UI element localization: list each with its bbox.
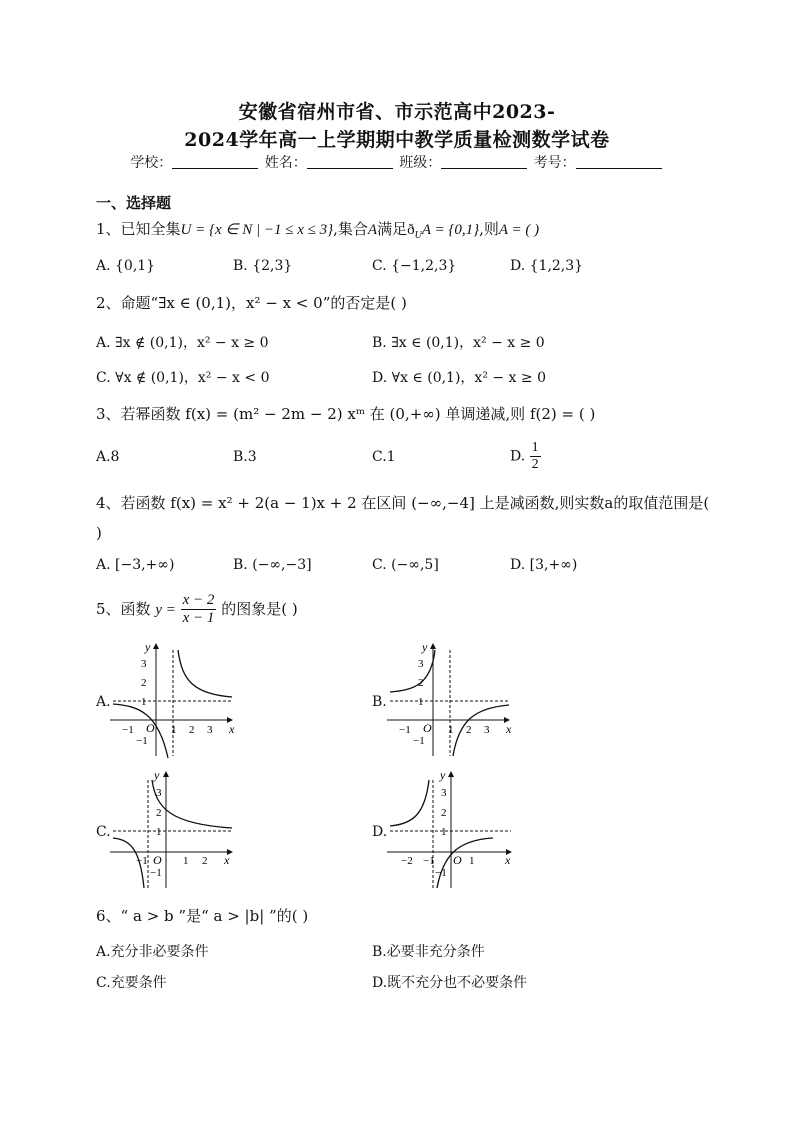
graph-b-origin: O bbox=[423, 721, 432, 735]
q4-option-a[interactable]: A. [−3,+∞) bbox=[96, 557, 175, 573]
q5-fraction bbox=[181, 592, 217, 628]
q1-var: A bbox=[367, 222, 378, 238]
class-label: 班级： bbox=[399, 155, 442, 171]
q2-option-a[interactable]: A. ∃x ∉ (0,1)，x² − x ≥ 0 bbox=[96, 335, 269, 351]
graph-a-origin: O bbox=[146, 721, 155, 735]
graph-d-x-tick-neg1: −1 bbox=[423, 855, 435, 867]
q1-complement: ð bbox=[407, 222, 415, 238]
q3-option-a[interactable]: A.8 bbox=[96, 449, 120, 465]
graph-a-y-tick-neg1: −1 bbox=[136, 735, 148, 747]
graph-c-x-label: x bbox=[224, 853, 230, 867]
q1-suffix: ,则 bbox=[479, 220, 499, 238]
question-1 bbox=[96, 218, 539, 241]
q1-ask: A = ( ) bbox=[498, 222, 540, 238]
graph-c-y-tick-3: 3 bbox=[156, 787, 162, 799]
q1-option-a[interactable]: A. {0,1} bbox=[96, 258, 156, 274]
q1-option-d[interactable]: D. {1,2,3} bbox=[510, 258, 584, 274]
graph-a-x-tick-neg1: −1 bbox=[122, 724, 134, 736]
graph-c-y-tick-neg1: −1 bbox=[150, 867, 162, 879]
graph-c-y-label: y bbox=[154, 768, 160, 782]
graph-b-x-tick-1: 1 bbox=[448, 724, 454, 736]
question-5 bbox=[96, 592, 298, 628]
q1-sub: U bbox=[414, 230, 422, 241]
name-label: 姓名： bbox=[264, 155, 307, 171]
graph-c-x-tick-1: 1 bbox=[183, 855, 189, 867]
q5-prefix: 5、函数 bbox=[96, 599, 151, 618]
q5-option-b[interactable]: B. bbox=[372, 694, 387, 710]
graph-c-y-tick-1: 1 bbox=[156, 826, 162, 838]
school-blank bbox=[172, 154, 258, 169]
q4-option-b[interactable]: B. (−∞,−3] bbox=[233, 557, 312, 573]
question-4: 4、若函数 f(x) = x² + 2(a − 1)x + 2 在区间 (−∞,−4] 上是减函数,则实数a的取值范围是( bbox=[96, 494, 710, 512]
graph-b-x-tick-neg1: −1 bbox=[399, 724, 411, 736]
graph-d-x-tick-neg2: −2 bbox=[401, 855, 413, 867]
q2-option-c[interactable]: C. ∀x ∉ (0,1)，x² − x < 0 bbox=[96, 370, 270, 386]
q4-option-d[interactable]: D. [3,+∞) bbox=[510, 557, 578, 573]
graph-b-x-tick-2: 2 bbox=[466, 724, 472, 736]
q1-option-c[interactable]: C. {−1,2,3} bbox=[372, 258, 457, 274]
q5-frac-den: x − 1 bbox=[182, 610, 215, 627]
graph-c-y-tick-2: 2 bbox=[156, 807, 162, 819]
q3-frac-num: 1 bbox=[530, 440, 541, 457]
q2-option-b[interactable]: B. ∃x ∈ (0,1)，x² − x ≥ 0 bbox=[372, 335, 545, 351]
q3-option-d-fraction bbox=[530, 440, 541, 473]
question-4-cont: ) bbox=[96, 524, 102, 542]
q3-frac-den: 2 bbox=[531, 457, 539, 473]
question-2: 2、命题“∃x ∈ (0,1)，x² − x < 0”的否定是( ) bbox=[96, 294, 407, 312]
graph-d-y-tick-3: 3 bbox=[441, 787, 447, 799]
graph-d-x-label: x bbox=[505, 853, 511, 867]
graph-c bbox=[108, 768, 236, 890]
graph-b bbox=[385, 640, 513, 758]
q6-option-b[interactable]: B.必要非充分条件 bbox=[372, 944, 485, 960]
q1-option-b[interactable]: B. {2,3} bbox=[233, 258, 293, 274]
graph-a-x-label: x bbox=[229, 722, 235, 736]
q1-set-a: A = {0,1} bbox=[421, 222, 480, 238]
q1-mid: ,集合 bbox=[333, 220, 368, 238]
q6-option-d[interactable]: D.既不充分也不必要条件 bbox=[372, 975, 528, 991]
title-line-1: 安徽省宿州市省、市示范高中2023- bbox=[238, 101, 556, 123]
q5-option-c[interactable]: C. bbox=[96, 824, 111, 840]
q4-option-c[interactable]: C. (−∞,5] bbox=[372, 557, 439, 573]
question-3: 3、若幂函数 f(x) = (m² − 2m − 2) xᵐ 在 (0,+∞) 单调递减,则 f(2) = ( ) bbox=[96, 405, 596, 423]
graph-d-y-tick-1: 1 bbox=[441, 826, 447, 838]
class-blank bbox=[441, 154, 527, 169]
graph-a-y-tick-1: 1 bbox=[141, 696, 147, 708]
q5-frac-num: x − 2 bbox=[181, 592, 217, 610]
graph-b-y-tick-1: 1 bbox=[418, 696, 424, 708]
q1-set-u: U = {x ∈ N | −1 ≤ x ≤ 3} bbox=[180, 222, 334, 238]
graph-a-y-label: y bbox=[145, 640, 151, 654]
q2-option-d[interactable]: D. ∀x ∈ (0,1)，x² − x ≥ 0 bbox=[372, 370, 546, 386]
graph-d bbox=[385, 768, 515, 890]
graph-a-y-tick-2: 2 bbox=[141, 677, 147, 689]
exam-number-label: 考号： bbox=[533, 155, 576, 171]
q3-option-c[interactable]: C.1 bbox=[372, 449, 396, 465]
q3-option-d-label: D. bbox=[510, 448, 526, 465]
graph-a bbox=[108, 640, 236, 758]
graph-c-x-tick-neg1: −1 bbox=[136, 855, 148, 867]
q6-option-a[interactable]: A.充分非必要条件 bbox=[96, 944, 209, 960]
graph-b-y-tick-2: 2 bbox=[418, 677, 424, 689]
school-label: 学校： bbox=[130, 155, 173, 171]
graph-b-x-tick-3: 3 bbox=[484, 724, 490, 736]
q3-option-b[interactable]: B.3 bbox=[233, 449, 257, 465]
graph-d-y-tick-neg1: −1 bbox=[435, 867, 447, 879]
graph-a-y-tick-3: 3 bbox=[141, 658, 147, 670]
q5-suffix: 的图象是( ) bbox=[221, 599, 298, 618]
student-info-fields bbox=[0, 152, 794, 172]
graph-d-origin: O bbox=[453, 853, 462, 867]
q3-option-d[interactable] bbox=[510, 440, 541, 473]
graph-b-x-label: x bbox=[506, 722, 512, 736]
graph-d-y-label: y bbox=[440, 768, 446, 782]
graph-b-y-label: y bbox=[422, 640, 428, 654]
q5-option-d[interactable]: D. bbox=[372, 824, 388, 840]
q1-mid2: 满足 bbox=[377, 220, 408, 238]
q1-prefix: 1、已知全集 bbox=[96, 220, 181, 238]
graph-c-x-tick-2: 2 bbox=[202, 855, 208, 867]
graph-b-y-tick-3: 3 bbox=[418, 658, 424, 670]
graph-d-x-tick-1: 1 bbox=[469, 855, 475, 867]
q6-option-c[interactable]: C.充要条件 bbox=[96, 975, 167, 991]
name-blank bbox=[307, 154, 393, 169]
title-line-2: 2024学年高一上学期期中教学质量检测数学试卷 bbox=[184, 129, 610, 151]
graph-a-x-tick-2: 2 bbox=[189, 724, 195, 736]
question-6: 6、“ a > b ”是“ a > |b| ”的( ) bbox=[96, 907, 309, 925]
exam-number-blank bbox=[576, 154, 662, 169]
graph-d-y-tick-2: 2 bbox=[441, 807, 447, 819]
graph-b-y-tick-neg1: −1 bbox=[413, 735, 425, 747]
graph-a-x-tick-3: 3 bbox=[207, 724, 213, 736]
section-title: 一、选择题 bbox=[96, 194, 172, 212]
graph-c-origin: O bbox=[153, 853, 162, 867]
q5-option-a[interactable]: A. bbox=[96, 694, 111, 710]
q5-y: y = bbox=[155, 601, 176, 618]
graph-a-x-tick-1: 1 bbox=[171, 724, 177, 736]
